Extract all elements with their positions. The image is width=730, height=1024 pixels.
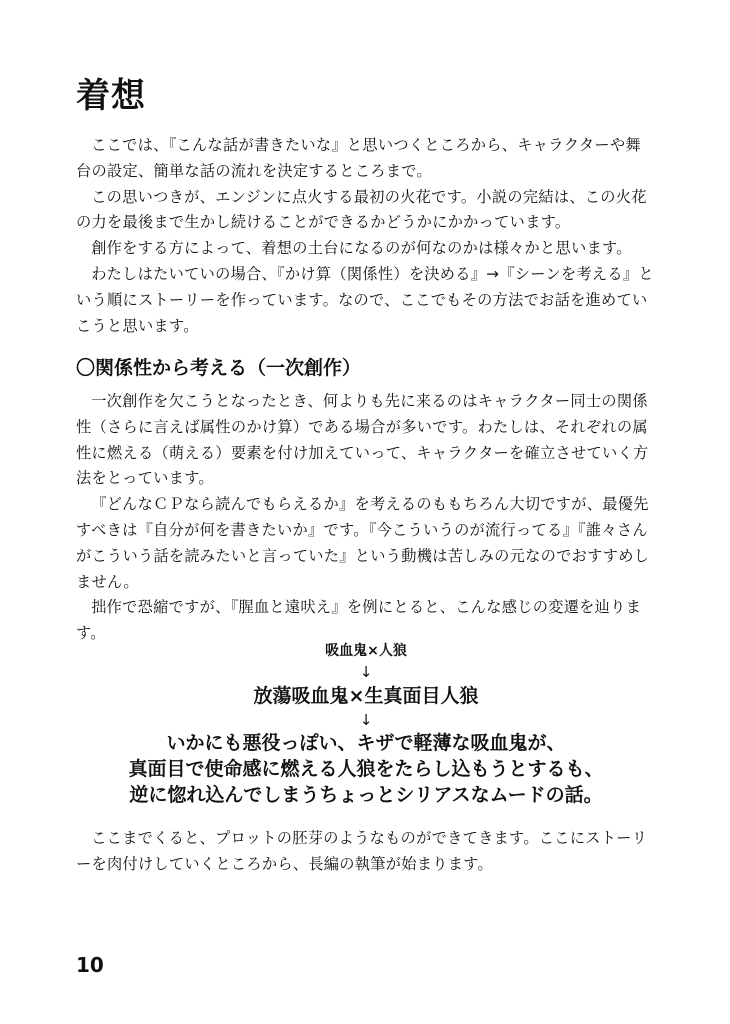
intro-paragraph-2: この思いつきが、エンジンに点火する最初の火花です。小説の完結は、この火花の力を最後まで生かし続けることができるかどうかにかかっています。: [76, 187, 647, 232]
flow-step-3-line-1: いかにも悪役っぽい、キザで軽薄な吸血鬼が、: [166, 732, 566, 754]
flow-step-3-line-3: 逆に惚れ込んでしまうちょっとシリアスなムードの話。: [129, 784, 603, 806]
section-paragraph-2: 『どんなＣＰなら読んでもらえるか』を考えるのももちろん大切ですが、最優先すべきは『自分が何を書きたいか』です。『今こういうのが流行ってる』『誰々さんがこういう話を読みたいと言っていた』という動機は苦しみの元なのでおすすめしません。: [76, 495, 650, 591]
flow-step-1: 吸血鬼×人狼: [325, 643, 407, 659]
flow-step-2: 放蕩吸血鬼×生真面目人狼: [253, 685, 479, 707]
intro-paragraph-4: わたしはたいていの場合、『かけ算（関係性）を決める』→『シーンを考える』という順にストーリーを作っています。なので、ここでもその方法でお話を進めていこうと思います。: [76, 264, 654, 335]
intro-paragraph-3: 創作をする方によって、着想の土台になるのが何なのかは様々かと思います。: [91, 239, 632, 258]
section-paragraph-1: 一次創作を欠こうとなったとき、何よりも先に来るのはキャラクター同士の関係性（さらに言えば属性のかけ算）である場合が多いです。わたしは、それぞれの属性に燃える（萌える）要素を付け加えていって、キャラクターを確立させていく方法をとっています。: [76, 392, 649, 488]
closing-section: [76, 826, 656, 878]
intro-paragraph-1: ここでは、『こんな話が書きたいな』と思いつくところから、キャラクターや舞台の設定、簡単な話の流れを決定するところまで。: [76, 136, 641, 180]
down-arrow-icon: ↓: [359, 663, 373, 681]
page-number: 10: [76, 953, 104, 977]
section-body: [76, 389, 656, 647]
down-arrow-icon: ↓: [359, 711, 373, 729]
section-heading: 〇関係性から考える（一次創作）: [76, 357, 362, 379]
section-paragraph-3: 拙作で恐縮ですが、『腥血と遠吠え』を例にとると、こんな感じの変遷を辿ります。: [76, 598, 642, 643]
intro-section: [76, 133, 656, 339]
idea-evolution-flow: [76, 640, 656, 808]
page-title: 着想: [76, 76, 146, 116]
flow-step-3-line-2: 真面目で使命感に燃える人狼をたらし込もうとするも、: [128, 758, 604, 780]
closing-paragraph: ここまでくると、プロットの胚芽のようなものができてきます。ここにストーリーを肉付けしていくところから、長編の執筆が始まります。: [76, 829, 648, 873]
